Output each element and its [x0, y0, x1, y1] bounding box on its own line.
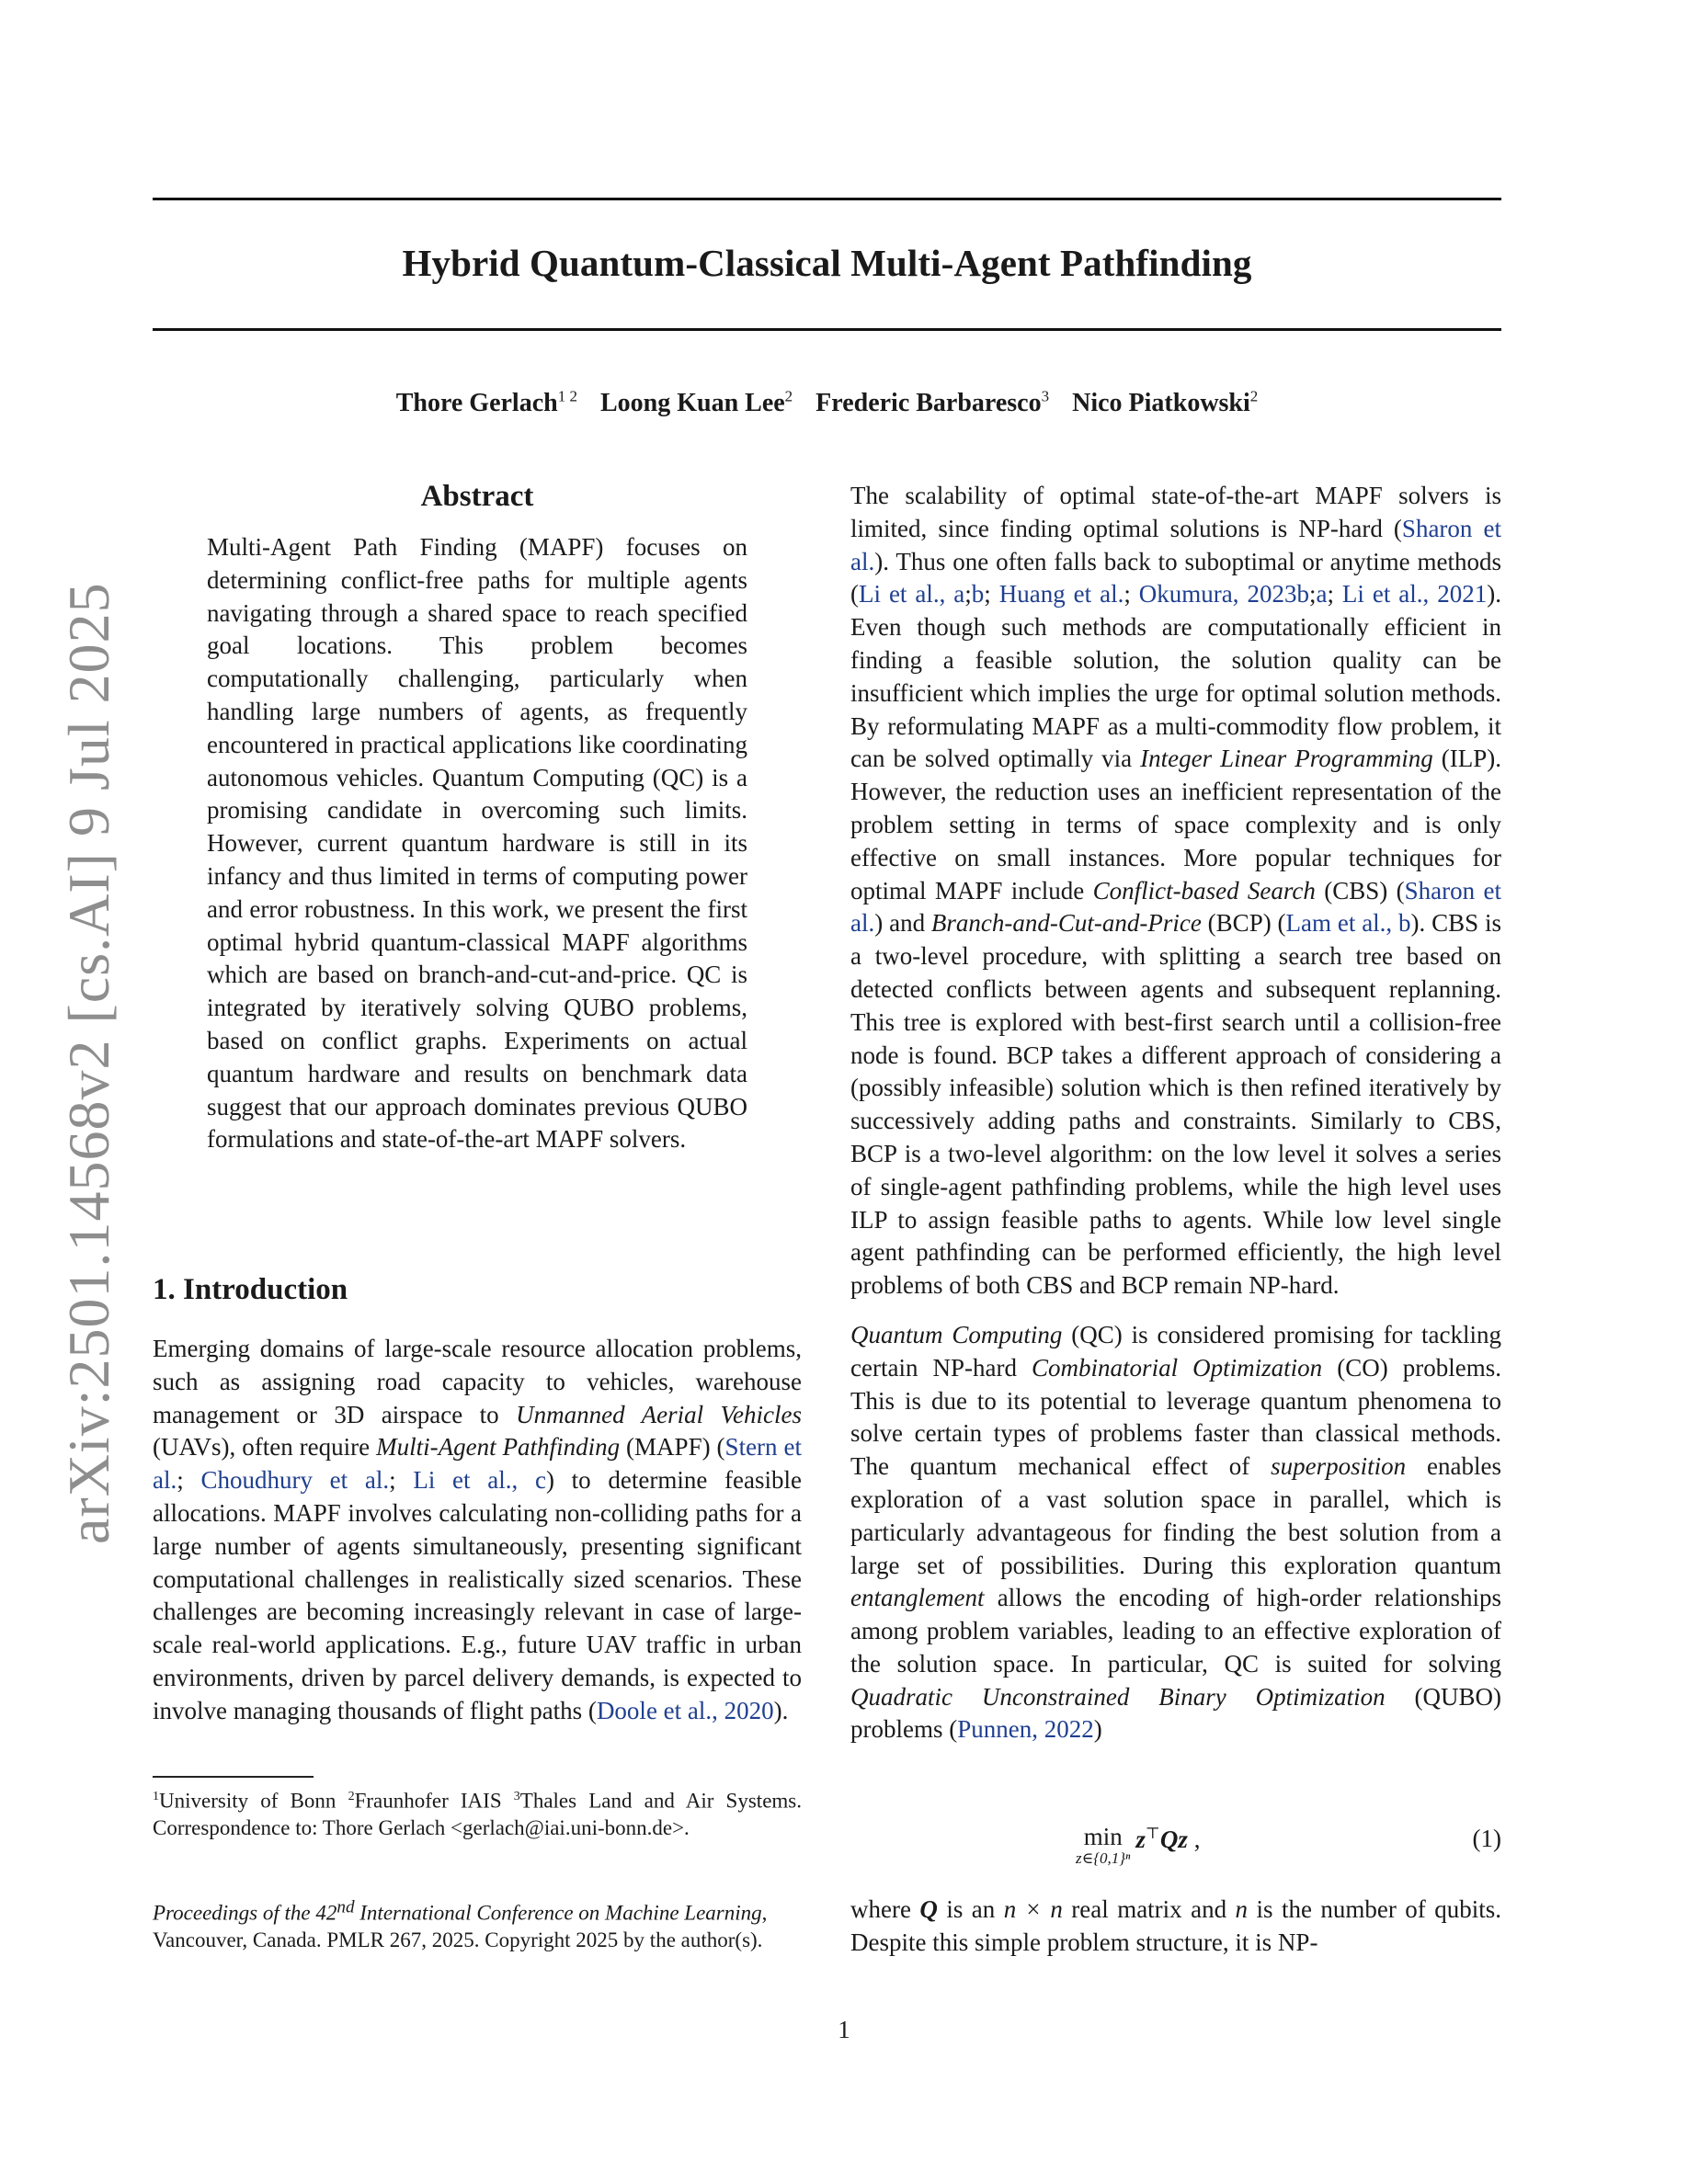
- citation-link[interactable]: Li et al., 2021: [1341, 580, 1488, 609]
- author-name: Nico Piatkowski: [1072, 389, 1250, 418]
- author-affiliation: 1 2: [557, 388, 577, 405]
- citation-link[interactable]: Doole et al., 2020: [596, 1696, 774, 1724]
- author-list: [153, 388, 1501, 418]
- paragraph-scalability: The scalability of optimal state-of-the-art MAPF solvers is limited, since finding optimal solutions is NP-hard (Sharon et al.). Thus one often falls back to suboptimal or anytime methods (Li et al., a;b; Huang et al.; Okumura, 2023b;a; Li et al., 2021). Even though such methods are computationally efficient in finding a feasible solution, the solution quality can be insufficient which implies the urge for optimal solution methods. By reformulating MAPF as a multi-commodity flow problem, it can be solved optimally via Integer Linear Programming (ILP). However, the reduction uses an inefficient representation of the problem setting in terms of space complexity and is only effective on small instances. More popular techniques for optimal MAPF include Conflict-based Search (CBS) (Sharon et al.) and Branch-and-Cut-and-Price (BCP) (Lam et al., b). CBS is a two-level procedure, with splitting a search tree based on detected conflicts between agents and subsequent replanning. This tree is explored with best-first search until a collision-free node is found. BCP takes a different approach of considering a (possibly infeasible) solution which is then refined iteratively by successively adding paths and constraints. Similarly to CBS, BCP is a two-level algorithm: on the low level it solves a series of single-agent pathfinding problems, while the high level uses ILP to assign feasible paths to agents. While low level single agent pathfinding can be performed efficiently, the high level problems of both CBS and BCP remain NP-hard.: [850, 482, 1502, 1300]
- citation-link[interactable]: Okumura, 2023b: [1138, 580, 1309, 609]
- citation-link[interactable]: Punnen, 2022: [957, 1715, 1094, 1744]
- paragraph-quantum-computing: Quantum Computing (QC) is considered promising for tackling certain NP-hard Combinatorial Optimization (CO) problems. This is due to its potential to leverage quantum phenomena to solve certain types of problems faster than classical methods. The quantum mechanical effect of superposition enables exploration of a vast solution space in parallel, which is particularly advantageous for finding the best solution from a large set of possibilities. During this exploration quantum entanglement allows the encoding of high-order relationships among problem variables, leading to an effective exploration of the solution space. In particular, QC is suited for solving Quadratic Unconstrained Binary Optimization (QUBO) problems (Punnen, 2022): [850, 1320, 1501, 1744]
- proceedings-note: Proceedings of the 42nd International Conference on Machine Learning, Vancouver, Canada. PMLR 267, 2025. Copyright 2025 by the author(s).: [153, 1897, 768, 1951]
- equation-expression: z⊤Qz ,: [1135, 1825, 1201, 1853]
- abstract-text: Multi-Agent Path Finding (MAPF) focuses on determining conflict-free paths for multiple agents navigating through a shared space to reach specified goal locations. This problem becomes computationally challenging, particularly when handling large numbers of agents, as frequently encountered in practical applications like coordinating autonomous vehicles. Quantum Computing (QC) is a promising candidate in overcoming such limits. However, current quantum hardware is still in its infancy and thus limited in terms of computing power and error robustness. In this work, we present the first optimal hybrid quantum-classical MAPF algorithms which are based on branch-and-cut-and-price. QC is integrated by iteratively solving QUBO problems, based on conflict graphs. Experiments on actual quantum hardware and results on benchmark data suggest that our approach dominates previous QUBO formulations and state-of-the-art MAPF solvers.: [207, 533, 747, 1154]
- citation-link[interactable]: Choudhury et al.: [200, 1466, 390, 1495]
- author-name: Thore Gerlach: [395, 389, 558, 418]
- citation-link[interactable]: b: [971, 580, 985, 609]
- author: [815, 389, 1049, 417]
- citation-link[interactable]: a: [1316, 580, 1328, 609]
- arxiv-side-label: arXiv:2501.14568v2 [cs.AI] 9 Jul 2025: [56, 582, 121, 1544]
- author-name: Loong Kuan Lee: [599, 389, 785, 418]
- right-column: [850, 480, 1501, 1746]
- paragraph-after-equation: where Q is an n × n real matrix and n is the number of qubits. Despite this simple problem structure, it is NP-: [850, 1895, 1501, 1956]
- section-heading-introduction: 1. Introduction: [153, 1273, 348, 1306]
- title-rule-bottom: [153, 328, 1501, 331]
- author-affiliation: 3: [1041, 388, 1050, 405]
- author-affiliation: 2: [1249, 388, 1259, 405]
- citation-link[interactable]: Stern et al.: [153, 1433, 803, 1495]
- equation-number: (1): [1472, 1825, 1501, 1852]
- author-name: Frederic Barbaresco: [815, 389, 1042, 418]
- author: [600, 389, 793, 417]
- author: [1072, 389, 1258, 417]
- abstract-heading: Abstract: [420, 480, 534, 513]
- citation-link[interactable]: Sharon et al.: [850, 876, 1501, 938]
- paper-title: Hybrid Quantum-Classical Multi-Agent Pathfinding: [402, 242, 1252, 284]
- author: [396, 389, 577, 417]
- author-affiliation: 2: [784, 388, 793, 405]
- equation-qubo: [850, 1825, 1501, 1880]
- citation-link[interactable]: Li et al., c: [413, 1466, 546, 1495]
- citation-link[interactable]: Li et al., a: [859, 580, 965, 609]
- min-operator: min z∈{0,1}ⁿ: [1076, 1823, 1131, 1867]
- affiliation-footnote: $^1$University of Bonn $^2$Fraunhofer IAIS $^3$Thales Land and Air Systems. Correspondence to: Thore Gerlach <gerlach@iai.uni-bonn.de>.: [153, 1789, 802, 1839]
- citation-link[interactable]: Sharon et al.: [850, 514, 1501, 575]
- citation-link[interactable]: Lam et al., b: [1285, 909, 1411, 938]
- intro-paragraph: Emerging domains of large-scale resource allocation problems, such as assigning road capacity to vehicles, warehouse management or 3D airspace to Unmanned Aerial Vehicles (UAVs), often require Multi-Agent Pathfinding (MAPF) (Stern et al.; Choudhury et al.; Li et al., c) to determine feasible allocations. MAPF involves calculating non-colliding paths for a large number of agents simultaneously, presenting significant computational challenges in realistically sized scenarios. These challenges are becoming increasingly relevant in case of large-scale real-world applications. E.g., future UAV traffic in urban environments, driven by parcel delivery demands, is expected to involve managing thousands of flight paths (Doole et al., 2020).: [153, 1335, 803, 1724]
- citation-link[interactable]: Huang et al.: [998, 580, 1124, 609]
- footnote-rule: [153, 1776, 314, 1778]
- title-rule-top: [153, 198, 1501, 200]
- page-number: 1: [838, 2016, 850, 2043]
- equation-math: [1076, 1825, 1200, 1868]
